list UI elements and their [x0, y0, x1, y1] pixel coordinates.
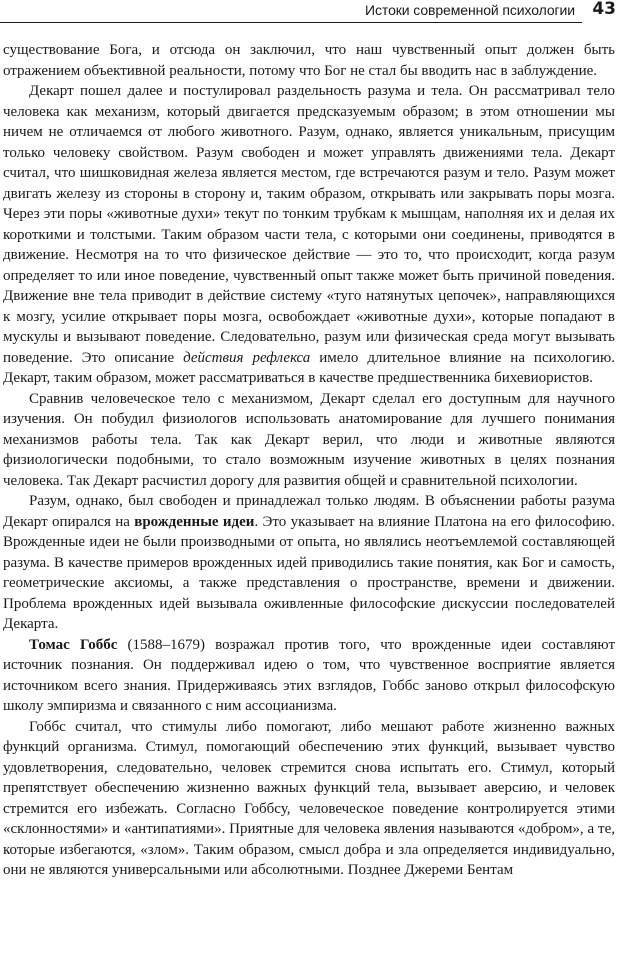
paragraph-2-text-b: имело длительное влияние на психологию. Декарт, таким образом, может рассматриваться в качестве предшественника бихевиористов. — [3, 349, 615, 386]
paragraph-2 — [3, 81, 615, 389]
paragraph-3-text: Сравнив человеческое тело с механизмом, Декарт сделал его доступным для научного изучения. Он побудил физиологов использовать анатомирование для лучшего понимания механизмов работы тела. Так как Декарт верил, что люди и животные являются физиологически подобными, то стало возможным изучение животных в целях познания человека. Так Декарт расчистил дорогу для развития общей и сравнительной психологии. — [3, 390, 615, 489]
name-thomas-hobbes: Томас Гоббс — [29, 636, 118, 653]
header-rule — [0, 22, 582, 23]
paragraph-5 — [3, 635, 615, 717]
paragraph-4-text-b: . Это указывает на влияние Платона на его философию. Врожденные идеи не были производными от опыта, но являлись неотъемлемой составляющей разума. В качестве примеров врожденных идей приводились такие понятия, как Бог и самость, геометрические аксиомы, а также представления о пространстве, времени и движении. Проблема врожденных идей вызывала оживленные философские дискуссии последователей Декарта. — [3, 513, 615, 632]
term-innate-ideas: врожденные идеи — [134, 513, 255, 530]
paragraph-1 — [3, 40, 615, 81]
paragraph-2-text-a: Декарт пошел далее и постулировал раздельность разума и тела. Он рассматривал тело человека как механизм, который двигается предсказуемым образом; в этом отношении мы ничем не отличаемся от любого животного. Разум, однако, является уникальным, присущим только человеку свойством. Разум свободен и может управлять движениями тела. Декарт считал, что шишковидная железа является местом, где встречаются разум и тело. Разум может двигать железу из стороны в сторону и, таким образом, открывать или закрывать поры мозга. Через эти поры «животные духи» текут по тонким трубкам к мышцам, наполняя их и делая их короткими и толстыми. Таким образом части тела, с которыми они соединены, приводятся в движение. Несмотря на то что физическое действие — это то, что происходит, когда разум определяет то или иное поведение, чувственный опыт также может быть причиной поведения. Движение вне тела приводит в действие систему «туго натянутых цепочек», направляющихся к мозгу, усилие открывает поры мозга, освобождает «животные духи», которые попадают в мускулы и вызывают поведение. Следовательно, разум или физическая среда могут вызывать поведение. Это описание — [3, 83, 615, 366]
term-reflex-action: действия рефлекса — [183, 349, 311, 366]
page-number: 43 — [592, 0, 616, 19]
paragraph-6-text: Гоббс считал, что стимулы либо помогают, либо мешают работе жизненно важных функций организма. Стимул, помогающий обеспечению этих функций, вызывает чувство удовлетворения, следовательно, человек стремится снова испытать его. Стимул, который препятствует обеспечению жизненно важных функций тела, вызывает аверсию, и человек стремится его избежать. Согласно Гоббсу, человеческое поведение контролируется этими «склонностями» и «антипатиями». Приятные для человека явления называются «добром», а те, которые избегаются, «злом». Таким образом, смысл добра и зла определяется индивидуально, они не являются универсальными или абсолютными. Позднее Джереми Бентам — [3, 718, 615, 878]
paragraph-6 — [3, 717, 615, 881]
paragraph-1-text: существование Бога, и отсюда он заключил, что наш чувственный опыт должен быть отражением объективной реальности, потому что Бог не стал бы вводить нас в заблуждение. — [3, 42, 615, 79]
page-header — [0, 0, 620, 30]
paragraph-4 — [3, 491, 615, 635]
body-text — [3, 40, 615, 881]
paragraph-5-text: (1588–1679) возражал против того, что врожденные идеи составляют источник познания. Он поддерживал идею о том, что чувственное восприятие является источником всего знания. Придерживаясь этих взглядов, Гоббс заново открыл философскую школу эмпиризма и связанного с ним ассоцианизма. — [3, 636, 615, 714]
running-title: Истоки современной психологии — [365, 2, 575, 18]
paragraph-4-text-a: Разум, однако, был свободен и принадлежал только людям. В объяснении работы разума Декарт опирался на — [3, 493, 615, 530]
paragraph-3 — [3, 389, 615, 492]
